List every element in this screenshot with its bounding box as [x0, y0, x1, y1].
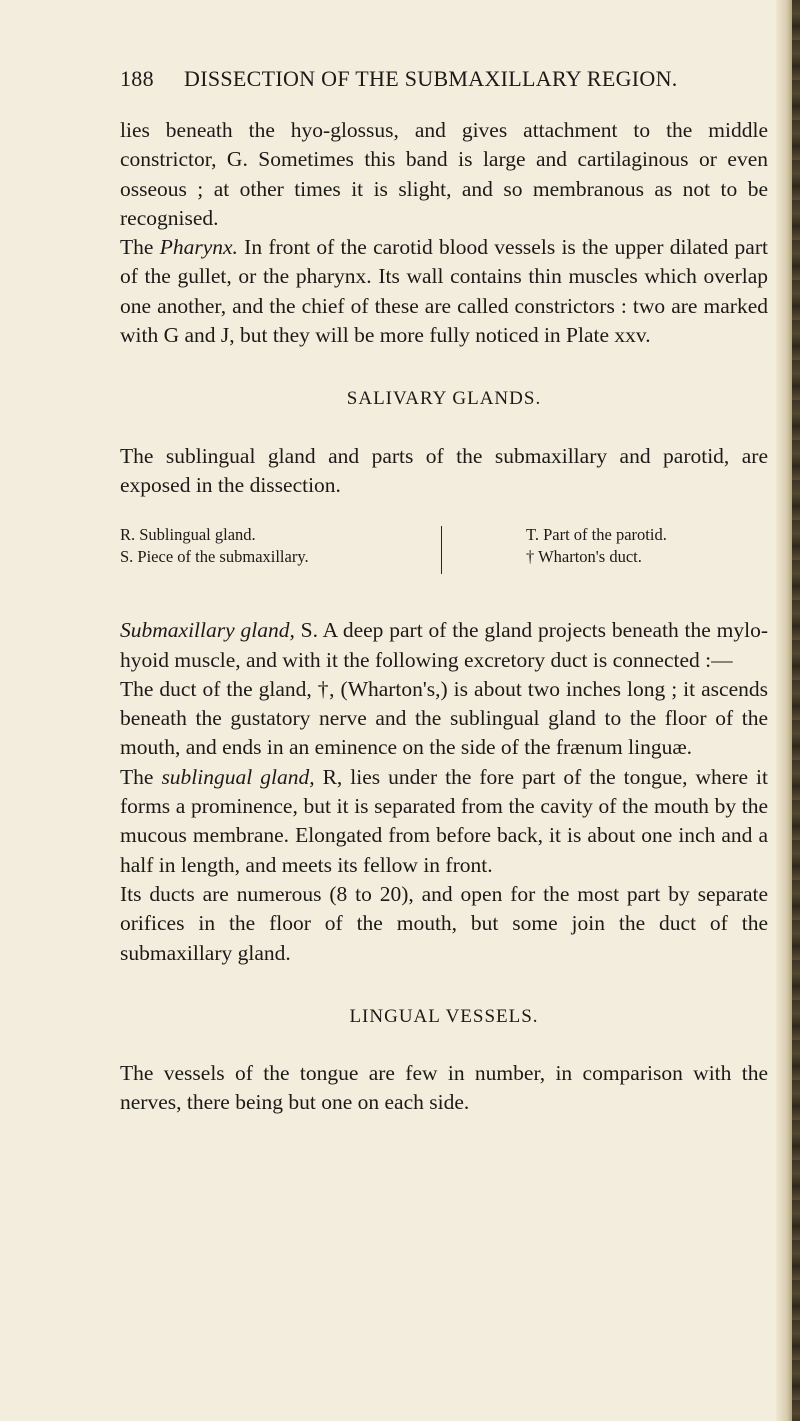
section-heading-lingual: LINGUAL VESSELS.: [349, 1005, 539, 1027]
paragraph-duct: The duct of the gland, †, (Wharton's,) is about two inches long ; it ascends beneath the gustatory nerve and the sublingual gland to the floor of the mouth, and ends in an eminence on the side of the frænum linguæ.: [120, 676, 768, 760]
pharynx-text: In front of the carotid blood vessels is the upper dilated part of the gullet, or the pharynx. Its wall contains thin muscles which overlap one another, and the chief of these are called constrictors : two are marked with G and J, but they will be more fully noticed in Plate xxv.: [120, 235, 768, 348]
page-number: 188: [120, 66, 154, 91]
paragraph-salivary-intro: The sublingual gland and parts of the submaxillary and parotid, are exposed in the dissection.: [120, 443, 768, 497]
submaxillary-term: Submaxillary gland,: [120, 618, 295, 643]
legend-item: T. Part of the parotid.: [526, 525, 667, 545]
paragraph-lingual: The vessels of the tongue are few in number, in comparison with the nerves, there being but one on each side.: [120, 1061, 768, 1115]
legend-item: S. Piece of the submaxillary.: [120, 547, 309, 567]
legend-item: R. Sublingual gland.: [120, 525, 256, 545]
pharynx-lead: The: [120, 235, 160, 260]
paragraph-pharynx: [120, 233, 768, 350]
page-body: [120, 116, 768, 1118]
legend-divider: [441, 526, 442, 574]
paragraph-submaxillary: [120, 616, 768, 675]
submaxillary-text: S. A deep part of the gland projects beneath the mylo-hyoid muscle, and with it the following excretory duct is connected :—: [120, 618, 768, 672]
pharynx-term: Pharynx.: [159, 235, 238, 260]
sublingual-text: R, lies under the fore part of the tongue, where it forms a prominence, but it is separated from the cavity of the mouth by the mucous membrane. Elongated from before back, it is about one inch and a half in length, and meets its fellow in front.: [120, 764, 768, 877]
sublingual-lead: The: [120, 764, 162, 789]
section-heading-salivary: SALIVARY GLANDS.: [346, 388, 542, 410]
paragraph-continuation: lies beneath the hyo-glossus, and gives attachment to the middle constrictor, G. Sometimes this band is large and cartilaginous or even osseous ; at other times it is slight, and so membranous as not to be recognised.: [120, 118, 768, 230]
legend-item: † Wharton's duct.: [526, 547, 642, 567]
book-spine-shadow: [792, 0, 800, 1421]
legend-left-column: [120, 524, 420, 568]
running-title: DISSECTION OF THE SUBMAXILLARY REGION.: [184, 66, 678, 91]
legend-right-column: [526, 524, 786, 568]
figure-legend: [120, 524, 768, 580]
sublingual-term: sublingual gland,: [161, 764, 315, 789]
paragraph-ducts: Its ducts are numerous (8 to 20), and open for the most part by separate orifices in the floor of the mouth, but some join the duct of the submaxillary gland.: [120, 881, 768, 965]
paragraph-sublingual: [120, 763, 768, 880]
